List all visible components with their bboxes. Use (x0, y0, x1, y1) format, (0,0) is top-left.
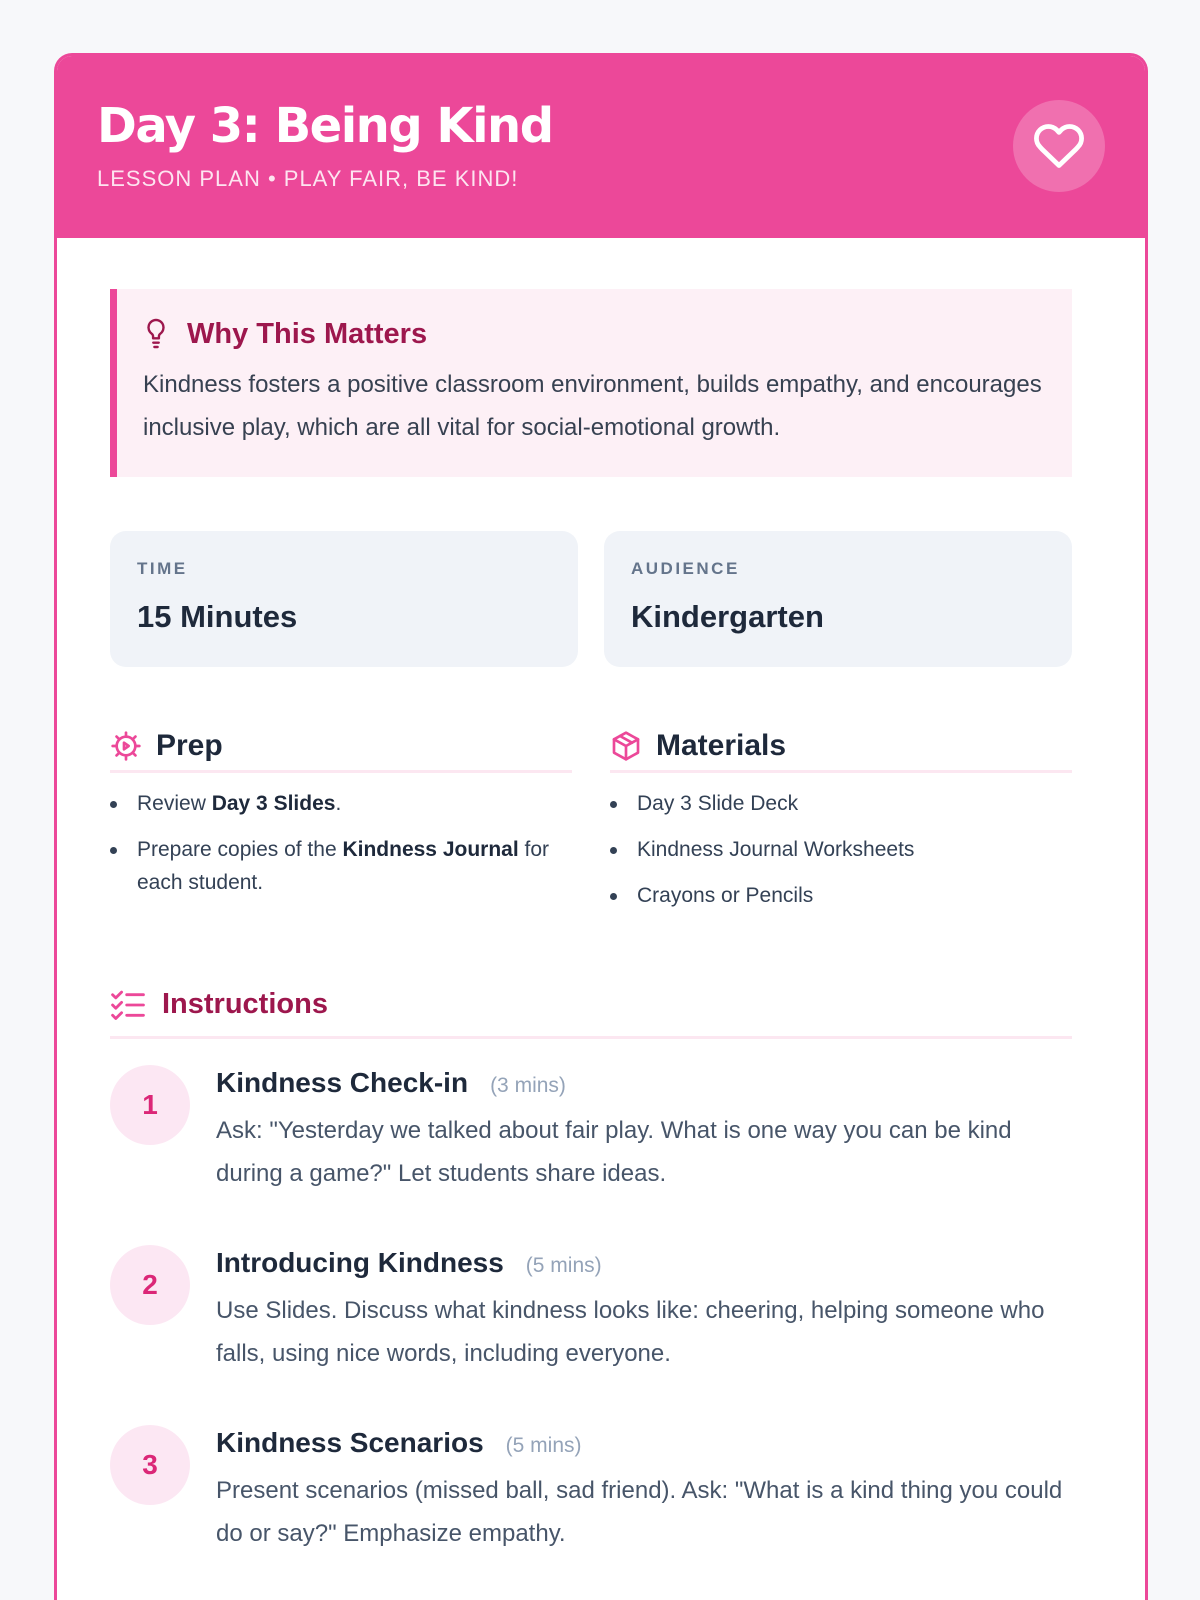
time-value: 15 Minutes (137, 599, 298, 634)
prep-title: Prep (156, 728, 223, 762)
step-title: Kindness Scenarios (216, 1427, 484, 1458)
lesson-card (54, 53, 1148, 1600)
page-subtitle: LESSON PLAN • PLAY FAIR, BE KIND! (97, 166, 519, 191)
checklist-icon (110, 989, 146, 1021)
materials-section (610, 721, 1072, 925)
audience-label: AUDIENCE (631, 559, 740, 578)
step-description: Present scenarios (missed ball, sad friend). Ask: "What is a kind thing you could do or say?" Emphasize empathy. (216, 1477, 1063, 1547)
step-duration: (5 mins) (505, 1434, 582, 1457)
instructions-header (110, 981, 1072, 1039)
prep-list (110, 787, 572, 899)
step-description: Use Slides. Discuss what kindness looks like: cheering, helping someone who falls, using nice words, including everyone. (216, 1297, 1045, 1367)
list-item: Prepare copies of the Kindness Journal for each student. (110, 833, 572, 899)
step-description: Ask: "Yesterday we talked about fair play. What is one way you can be kind during a game?" Let students share ideas. (216, 1117, 1012, 1187)
list-item: Review Day 3 Slides. (110, 787, 572, 820)
instructions-section (110, 981, 1072, 1547)
lesson-header (57, 56, 1145, 238)
materials-title: Materials (656, 728, 787, 762)
lightbulb-icon (143, 317, 169, 351)
list-item: Day 3 Slide Deck (610, 787, 1072, 820)
prep-section (110, 721, 572, 912)
materials-list (610, 787, 1072, 912)
audience-stat (604, 531, 1072, 667)
favorite-button[interactable] (1013, 100, 1105, 192)
prep-header (110, 721, 572, 773)
callout-text: Kindness fosters a positive classroom environment, builds empathy, and encourages inclusive play, which are all vital for social-emotional growth. (143, 371, 1042, 441)
materials-header (610, 721, 1072, 773)
audience-value: Kindergarten (631, 599, 824, 634)
time-label: TIME (137, 559, 188, 578)
step-number: 2 (110, 1245, 190, 1325)
step-duration: (3 mins) (490, 1074, 566, 1097)
step-number: 1 (110, 1065, 190, 1145)
why-this-matters-callout (110, 289, 1072, 477)
step-title: Kindness Check-in (216, 1067, 469, 1098)
callout-title: Why This Matters (187, 317, 428, 350)
box-icon (610, 730, 642, 762)
gear-icon (110, 730, 142, 762)
list-item: Kindness Journal Worksheets (610, 833, 1072, 866)
step-duration: (5 mins) (525, 1254, 602, 1277)
heart-icon (1033, 120, 1085, 172)
step-number: 3 (110, 1425, 190, 1505)
time-stat (110, 531, 578, 667)
instructions-title: Instructions (162, 988, 328, 1020)
list-item: Crayons or Pencils (610, 879, 1072, 912)
page-title: Day 3: Being Kind (97, 98, 553, 154)
step-title: Introducing Kindness (216, 1247, 504, 1278)
